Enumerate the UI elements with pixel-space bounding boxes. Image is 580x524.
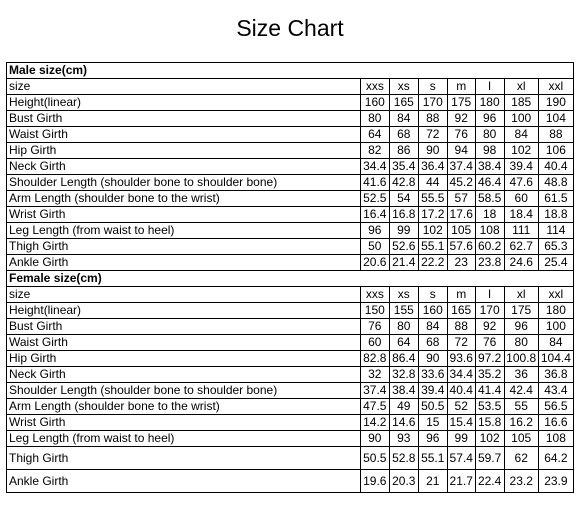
size-value: 150	[360, 303, 389, 319]
size-value: 68	[389, 127, 418, 143]
measurement-label: Wrist Girth	[7, 207, 361, 223]
size-value: 50	[360, 239, 389, 255]
measurement-label: Shoulder Length (shoulder bone to shoulder bone)	[7, 175, 361, 191]
table-row	[7, 95, 574, 111]
size-value: 104	[538, 111, 573, 127]
female-section-heading: Female size(cm)	[7, 271, 574, 287]
size-value: 68	[418, 335, 447, 351]
column-header-size: size	[7, 287, 361, 303]
size-value: 33.6	[418, 367, 447, 383]
size-value: 64	[360, 127, 389, 143]
size-value: 160	[360, 95, 389, 111]
size-value: 24.6	[504, 255, 538, 271]
size-value: 16.6	[538, 415, 573, 431]
size-value: 160	[418, 303, 447, 319]
size-value: 16.4	[360, 207, 389, 223]
size-value: 49	[389, 399, 418, 415]
size-value: 96	[360, 223, 389, 239]
column-header-size: size	[7, 79, 361, 95]
size-value: 100	[538, 319, 573, 335]
table-row	[7, 470, 574, 493]
size-value: 108	[538, 431, 573, 447]
column-header-xxs: xxs	[360, 287, 389, 303]
size-value: 47.5	[360, 399, 389, 415]
size-value: 102	[475, 431, 504, 447]
column-header-s: s	[418, 79, 447, 95]
size-value: 59.7	[475, 447, 504, 470]
size-value: 17.2	[418, 207, 447, 223]
size-value: 84	[389, 111, 418, 127]
size-value: 15.4	[447, 415, 475, 431]
size-value: 34.4	[447, 367, 475, 383]
size-value: 32.8	[389, 367, 418, 383]
size-value: 34.4	[360, 159, 389, 175]
size-value: 84	[504, 127, 538, 143]
size-value: 50.5	[360, 447, 389, 470]
table-row	[7, 383, 574, 399]
size-value: 99	[447, 431, 475, 447]
column-header-l: l	[475, 287, 504, 303]
size-value: 48.8	[538, 175, 573, 191]
size-value: 62.7	[504, 239, 538, 255]
size-value: 25.4	[538, 255, 573, 271]
size-value: 54	[389, 191, 418, 207]
size-value: 180	[538, 303, 573, 319]
column-header-xxl: xxl	[538, 79, 573, 95]
measurement-label: Leg Length (from waist to heel)	[7, 223, 361, 239]
measurement-label: Shoulder Length (shoulder bone to shoulder bone)	[7, 383, 361, 399]
male-heading-row	[7, 63, 574, 79]
table-row	[7, 239, 574, 255]
size-value: 88	[538, 127, 573, 143]
measurement-label: Height(linear)	[7, 303, 361, 319]
size-value: 20.3	[389, 470, 418, 493]
size-value: 98	[475, 143, 504, 159]
page-title: Size Chart	[236, 15, 344, 41]
size-value: 170	[418, 95, 447, 111]
size-value: 15	[418, 415, 447, 431]
measurement-label: Neck Girth	[7, 159, 361, 175]
size-value: 108	[475, 223, 504, 239]
size-value: 60	[360, 335, 389, 351]
table-row	[7, 111, 574, 127]
size-value: 60	[504, 191, 538, 207]
male-header-row	[7, 79, 574, 95]
size-value: 18.8	[538, 207, 573, 223]
size-value: 90	[418, 143, 447, 159]
size-value: 80	[504, 335, 538, 351]
size-value: 80	[360, 111, 389, 127]
size-value: 36	[504, 367, 538, 383]
size-value: 99	[389, 223, 418, 239]
size-value: 23	[447, 255, 475, 271]
size-value: 35.4	[389, 159, 418, 175]
size-value: 106	[538, 143, 573, 159]
size-value: 39.4	[418, 383, 447, 399]
size-value: 52.5	[360, 191, 389, 207]
size-value: 58.5	[475, 191, 504, 207]
size-value: 57.6	[447, 239, 475, 255]
table-row	[7, 351, 574, 367]
size-value: 88	[447, 319, 475, 335]
size-value: 80	[389, 319, 418, 335]
measurement-label: Waist Girth	[7, 335, 361, 351]
measurement-label: Hip Girth	[7, 351, 361, 367]
size-value: 55.1	[418, 447, 447, 470]
female-header-row	[7, 287, 574, 303]
size-value: 47.6	[504, 175, 538, 191]
size-value: 57.4	[447, 447, 475, 470]
size-value: 100	[504, 111, 538, 127]
measurement-label: Arm Length (shoulder bone to the wrist)	[7, 399, 361, 415]
table-row	[7, 319, 574, 335]
size-value: 114	[538, 223, 573, 239]
measurement-label: Ankle Girth	[7, 470, 361, 493]
male-section-heading: Male size(cm)	[7, 63, 574, 79]
size-value: 38.4	[475, 159, 504, 175]
column-header-m: m	[447, 79, 475, 95]
size-value: 20.6	[360, 255, 389, 271]
size-value: 21	[418, 470, 447, 493]
size-value: 102	[504, 143, 538, 159]
size-value: 36.8	[538, 367, 573, 383]
size-value: 90	[418, 351, 447, 367]
size-value: 52	[447, 399, 475, 415]
size-value: 96	[418, 431, 447, 447]
size-value: 165	[447, 303, 475, 319]
size-value: 43.4	[538, 383, 573, 399]
size-value: 96	[504, 319, 538, 335]
column-header-xl: xl	[504, 287, 538, 303]
size-value: 93	[389, 431, 418, 447]
size-value: 23.8	[475, 255, 504, 271]
size-value: 42.8	[389, 175, 418, 191]
size-value: 37.4	[360, 383, 389, 399]
measurement-label: Ankle Girth	[7, 255, 361, 271]
size-value: 165	[389, 95, 418, 111]
size-value: 76	[447, 127, 475, 143]
table-row	[7, 223, 574, 239]
size-value: 76	[360, 319, 389, 335]
table-row	[7, 431, 574, 447]
size-value: 21.7	[447, 470, 475, 493]
measurement-label: Arm Length (shoulder bone to the wrist)	[7, 191, 361, 207]
size-value: 19.6	[360, 470, 389, 493]
size-value: 190	[538, 95, 573, 111]
size-value: 96	[475, 111, 504, 127]
size-value: 155	[389, 303, 418, 319]
size-value: 38.4	[389, 383, 418, 399]
size-value: 170	[475, 303, 504, 319]
size-value: 111	[504, 223, 538, 239]
size-value: 92	[447, 111, 475, 127]
size-value: 175	[447, 95, 475, 111]
size-value: 55.1	[418, 239, 447, 255]
size-value: 100.8	[504, 351, 538, 367]
size-value: 94	[447, 143, 475, 159]
table-row	[7, 399, 574, 415]
size-value: 84	[538, 335, 573, 351]
size-value: 61.5	[538, 191, 573, 207]
size-value: 16.8	[389, 207, 418, 223]
size-value: 90	[360, 431, 389, 447]
size-value: 86	[389, 143, 418, 159]
size-value: 23.2	[504, 470, 538, 493]
size-value: 50.5	[418, 399, 447, 415]
size-value: 82	[360, 143, 389, 159]
size-value: 21.4	[389, 255, 418, 271]
size-value: 57	[447, 191, 475, 207]
size-value: 88	[418, 111, 447, 127]
size-value: 40.4	[538, 159, 573, 175]
size-chart-body	[7, 63, 574, 493]
size-value: 44	[418, 175, 447, 191]
size-value: 40.4	[447, 383, 475, 399]
size-value: 84	[418, 319, 447, 335]
size-value: 104.4	[538, 351, 573, 367]
size-value: 92	[475, 319, 504, 335]
size-value: 37.4	[447, 159, 475, 175]
size-value: 53.5	[475, 399, 504, 415]
size-value: 82.8	[360, 351, 389, 367]
measurement-label: Bust Girth	[7, 111, 361, 127]
column-header-xxl: xxl	[538, 287, 573, 303]
column-header-l: l	[475, 79, 504, 95]
column-header-s: s	[418, 287, 447, 303]
size-value: 36.4	[418, 159, 447, 175]
size-value: 22.4	[475, 470, 504, 493]
size-value: 16.2	[504, 415, 538, 431]
size-value: 62	[504, 447, 538, 470]
size-value: 64.2	[538, 447, 573, 470]
measurement-label: Hip Girth	[7, 143, 361, 159]
size-value: 15.8	[475, 415, 504, 431]
size-value: 39.4	[504, 159, 538, 175]
size-value: 32	[360, 367, 389, 383]
table-row	[7, 159, 574, 175]
female-heading-row	[7, 271, 574, 287]
size-value: 45.2	[447, 175, 475, 191]
table-row	[7, 415, 574, 431]
table-row	[7, 255, 574, 271]
size-value: 180	[475, 95, 504, 111]
column-header-m: m	[447, 287, 475, 303]
size-value: 41.4	[475, 383, 504, 399]
size-value: 52.8	[389, 447, 418, 470]
column-header-xxs: xxs	[360, 79, 389, 95]
size-value: 35.2	[475, 367, 504, 383]
size-value: 185	[504, 95, 538, 111]
size-value: 93.6	[447, 351, 475, 367]
size-value: 80	[475, 127, 504, 143]
size-value: 86.4	[389, 351, 418, 367]
size-value: 17.6	[447, 207, 475, 223]
table-row	[7, 175, 574, 191]
table-row	[7, 143, 574, 159]
table-row	[7, 447, 574, 470]
size-value: 23.9	[538, 470, 573, 493]
table-row	[7, 207, 574, 223]
measurement-label: Leg Length (from waist to heel)	[7, 431, 361, 447]
size-value: 65.3	[538, 239, 573, 255]
table-row	[7, 191, 574, 207]
table-row	[7, 367, 574, 383]
measurement-label: Height(linear)	[7, 95, 361, 111]
measurement-label: Thigh Girth	[7, 239, 361, 255]
size-value: 55	[504, 399, 538, 415]
size-value: 56.5	[538, 399, 573, 415]
measurement-label: Waist Girth	[7, 127, 361, 143]
measurement-label: Thigh Girth	[7, 447, 361, 470]
column-header-xs: xs	[389, 79, 418, 95]
size-value: 105	[447, 223, 475, 239]
size-value: 64	[389, 335, 418, 351]
size-value: 72	[447, 335, 475, 351]
size-value: 175	[504, 303, 538, 319]
column-header-xs: xs	[389, 287, 418, 303]
measurement-label: Bust Girth	[7, 319, 361, 335]
size-value: 76	[475, 335, 504, 351]
measurement-label: Wrist Girth	[7, 415, 361, 431]
size-value: 105	[504, 431, 538, 447]
table-row	[7, 303, 574, 319]
size-value: 102	[418, 223, 447, 239]
size-chart-table	[6, 62, 574, 493]
column-header-xl: xl	[504, 79, 538, 95]
size-value: 22.2	[418, 255, 447, 271]
size-value: 41.6	[360, 175, 389, 191]
size-value: 18	[475, 207, 504, 223]
size-value: 18.4	[504, 207, 538, 223]
table-row	[7, 127, 574, 143]
size-value: 52.6	[389, 239, 418, 255]
size-value: 42.4	[504, 383, 538, 399]
size-value: 97.2	[475, 351, 504, 367]
size-value: 55.5	[418, 191, 447, 207]
size-value: 14.2	[360, 415, 389, 431]
measurement-label: Neck Girth	[7, 367, 361, 383]
size-value: 46.4	[475, 175, 504, 191]
size-value: 14.6	[389, 415, 418, 431]
table-row	[7, 335, 574, 351]
size-value: 72	[418, 127, 447, 143]
size-value: 60.2	[475, 239, 504, 255]
